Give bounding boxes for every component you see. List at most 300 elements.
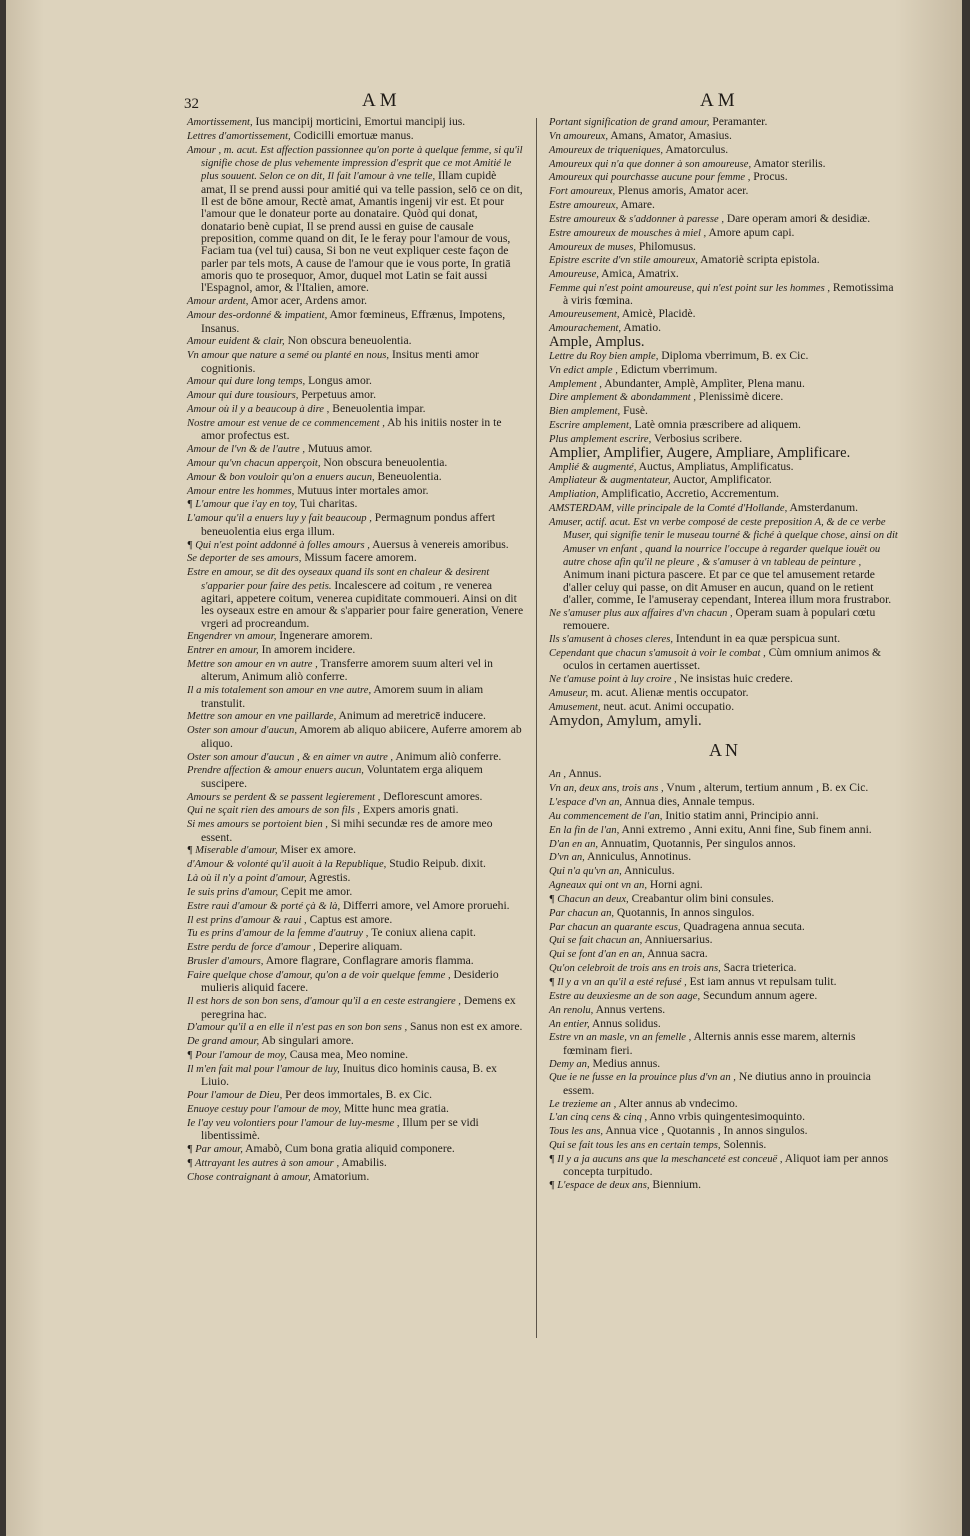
dictionary-entry xyxy=(549,444,901,461)
french-headword: Vn an, deux ans, trois ans , xyxy=(549,783,664,795)
dictionary-entry xyxy=(549,976,901,989)
dictionary-entry xyxy=(549,185,901,198)
latin-gloss: Ample, Amplus. xyxy=(549,334,645,350)
french-headword: Qui se fait tous les ans en certain temps, xyxy=(549,1140,721,1152)
dictionary-entry xyxy=(549,851,901,864)
dictionary-entry xyxy=(187,295,524,308)
dictionary-entry xyxy=(187,130,524,143)
latin-gloss: Captus est amore. xyxy=(306,912,393,926)
latin-gloss: Alternis annis esse marem, alternis fœminam fieri. xyxy=(563,1030,856,1057)
french-headword: Amour entre les hommes, xyxy=(187,485,295,497)
dictionary-entry xyxy=(549,1098,901,1111)
french-headword: Escrire amplement, xyxy=(549,420,632,432)
dictionary-entry xyxy=(187,969,524,995)
latin-gloss: Annus vertens. xyxy=(593,1002,666,1016)
dictionary-entry xyxy=(549,962,901,975)
french-headword: ¶ Pour l'amour de moy, xyxy=(187,1050,287,1062)
french-headword: Amplement , xyxy=(549,378,602,390)
french-headword: Vn amour que nature a semé ou planté en nous, xyxy=(187,350,390,362)
latin-gloss: Demens ex peregrina hac. xyxy=(201,994,516,1021)
french-headword: Lettre du Roy bien ample, xyxy=(549,350,659,362)
latin-gloss: Annua vice , Quotannis , In annos singulos. xyxy=(603,1124,808,1138)
dictionary-entry xyxy=(187,764,524,790)
french-headword: Le trezieme an , xyxy=(549,1098,617,1110)
french-headword: Amusement, xyxy=(549,701,601,713)
french-headword: ¶ L'espace de deux ans, xyxy=(549,1180,650,1192)
latin-gloss: Sacra trieterica. xyxy=(720,961,797,975)
dictionary-entry xyxy=(549,934,901,947)
latin-gloss: Philomusus. xyxy=(636,239,696,253)
french-headword: Estre perdu de force d'amour , xyxy=(187,942,316,954)
french-headword: Ie l'ay veu volontiers pour l'amour de luy-mesme , xyxy=(187,1117,400,1129)
french-headword: Amour , m. acut. Est affection passionnee qu'on porte à quelque femme, si qu'il signifie chose de plus vehemente impression d'esprit que ce mot Amitié le plus souuent. Selon ce on dit, Il fait l'amour à vne telle, xyxy=(187,144,523,183)
dictionary-entry xyxy=(187,684,524,710)
dictionary-entry xyxy=(187,471,524,484)
french-headword: Portant signification de grand amour, xyxy=(549,117,710,128)
latin-gloss: Cùm omnium animos & oculos in certamen auertisset. xyxy=(563,645,882,673)
dictionary-entry xyxy=(549,116,901,129)
french-headword: Tous les ans, xyxy=(549,1126,604,1138)
latin-gloss: Aliquot iam per annos concepta turpitudo. xyxy=(563,1151,889,1179)
french-headword: D'amour qu'il a en elle il n'est pas en son bon sens , xyxy=(187,1022,408,1034)
dictionary-entry xyxy=(187,1035,524,1048)
french-headword: Estre en amour, se dit des oyseaux quand ils sont en chaleur & desirent s'apparier pour faire des petis. xyxy=(187,567,490,592)
dictionary-entry xyxy=(549,241,901,254)
french-headword: Ne t'amuse point à luy croire , xyxy=(549,674,677,686)
french-headword: Amour de l'vn & de l'autre , xyxy=(187,444,306,456)
dictionary-entry xyxy=(549,488,901,501)
french-headword: Amour qu'vn chacun apperçoit, xyxy=(187,457,321,469)
latin-gloss: Latè omnia præscribere ad aliquem. xyxy=(631,418,801,432)
french-headword: Il est prins d'amour & raui , xyxy=(187,914,307,926)
latin-gloss: Vnum , alterum, tertium annum , B. ex Cic. xyxy=(663,781,869,795)
dictionary-entry xyxy=(187,485,524,498)
dictionary-entry xyxy=(549,474,901,487)
french-headword: Ne s'amuser plus aux affaires d'vn chacun , xyxy=(549,607,733,619)
latin-gloss: Ne insistas huic credere. xyxy=(676,672,793,686)
latin-gloss: Remotissima à viris fœmina. xyxy=(563,281,894,308)
dictionary-entry xyxy=(187,710,524,723)
french-headword: Il a mis totalement son amour en vne autre, xyxy=(187,685,372,697)
dictionary-entry xyxy=(187,1171,524,1184)
latin-gloss: Biennium. xyxy=(649,1178,702,1192)
running-head-right: AM xyxy=(700,90,739,111)
section-heading: AN xyxy=(709,739,741,760)
french-headword: Amplié & augmenté, xyxy=(549,461,637,473)
dictionary-entry xyxy=(187,552,524,565)
dictionary-entry xyxy=(549,768,901,781)
french-headword: Amour qui dure long temps, xyxy=(187,376,306,388)
page-number: 32 xyxy=(184,96,199,112)
dictionary-entry xyxy=(549,350,901,363)
french-headword: L'an cinq cens & cinq , xyxy=(549,1112,648,1124)
dictionary-entry xyxy=(187,498,524,511)
latin-gloss: Animum inani pictura pascere. Et par ce que tel amusement retarde d'aller celuy qui passe, on dit Amuser en aucun, quand on le retient d'aller, comme, Ie l'amuseray cependant, Interea illum mora frustrabor. xyxy=(563,568,892,607)
french-headword: Brusler d'amours, xyxy=(187,956,264,968)
dictionary-entry xyxy=(549,391,901,404)
latin-gloss: Inuitus dico hominis causa, B. ex Liuio. xyxy=(201,1061,497,1089)
latin-gloss: Non obscura beneuolentia. xyxy=(284,334,412,348)
french-headword: Dire amplement & abondamment , xyxy=(549,392,697,404)
dictionary-entry xyxy=(187,927,524,940)
dictionary-entry xyxy=(187,886,524,899)
french-headword: Amour & bon vouloir qu'on a enuers aucun, xyxy=(187,471,375,483)
dictionary-entry xyxy=(187,724,524,750)
french-headword: Amour où il y a beaucoup à dire , xyxy=(187,404,330,416)
latin-gloss: Beneuolentia. xyxy=(374,469,442,483)
french-headword: Il m'en fait mal pour l'amour de luy, xyxy=(187,1063,340,1075)
latin-gloss: Operam suam à populari cœtu remouere. xyxy=(563,605,876,633)
dictionary-entry xyxy=(187,658,524,684)
french-headword: Amoureux qui n'a que donner à son amoureuse, xyxy=(549,158,752,170)
latin-gloss: Missum facere amorem. xyxy=(301,551,417,565)
french-headword: Oster son amour d'aucun , & en aimer vn autre , xyxy=(187,751,394,763)
dictionary-entry xyxy=(549,687,901,700)
dictionary-entry xyxy=(549,633,901,646)
dictionary-entry xyxy=(549,824,901,837)
running-head-left: AM xyxy=(362,90,401,111)
latin-gloss: Auersus à venereis amoribus. xyxy=(369,537,509,551)
latin-gloss: Plenus amoris, Amator acer. xyxy=(615,184,749,198)
latin-gloss: Amatorculus. xyxy=(663,142,729,156)
french-headword: Se deporter de ses amours, xyxy=(187,553,302,565)
dictionary-entry xyxy=(549,990,901,1003)
latin-gloss: neut. acut. Animi occupatio. xyxy=(600,699,735,713)
latin-gloss: Perpetuus amor. xyxy=(298,388,377,402)
french-headword: Engendrer vn amour, xyxy=(187,631,277,643)
dictionary-entry xyxy=(549,948,901,961)
dictionary-entry xyxy=(549,199,901,212)
dictionary-entry xyxy=(187,858,524,871)
french-headword: Amoureux de muses, xyxy=(549,241,636,253)
french-headword: Au commencement de l'an, xyxy=(549,810,663,822)
latin-gloss: Secundum annum agere. xyxy=(700,988,818,1002)
french-headword: Si mes amours se portoient bien , xyxy=(187,819,328,831)
french-headword: ¶ Par amour, xyxy=(187,1143,243,1155)
french-headword: Qui se font d'an en an, xyxy=(549,949,645,961)
latin-gloss: Amator sterilis. xyxy=(751,156,826,170)
dictionary-entry xyxy=(187,1143,524,1156)
latin-gloss: Medius annus. xyxy=(589,1056,661,1070)
french-headword: ¶ Miserable d'amour, xyxy=(187,845,278,857)
french-headword: Amour euident & clair, xyxy=(187,336,285,348)
right-column xyxy=(549,116,901,1193)
french-headword: Par chacun an quarante escus, xyxy=(549,921,681,933)
latin-gloss: Amorem suum in aliam transtulit. xyxy=(201,683,484,710)
latin-gloss: Amabilis. xyxy=(339,1155,387,1169)
french-headword: Amuser, actif. acut. Est vn verbe composé de ceste preposition A, & de ce verbe Muser, qui signifie tenir le museau tourné & fiché à quelque chose, ainsi on dit Amuser vn enfant , quand la nourrice l'occupe à regarder quelque iouët ou autre chose afin qu'il ne pleure , & s'amuser à vn tableau de peinture , xyxy=(549,516,898,568)
french-headword: AMSTERDAM, ville principale de la Comté d'Hollande, xyxy=(549,503,788,515)
dictionary-entry xyxy=(549,1179,901,1192)
latin-gloss: Dare operam amori & desidiæ. xyxy=(723,211,871,225)
latin-gloss: Amplier, Amplifier, Augere, Ampliare, Amplificare. xyxy=(549,444,851,461)
latin-gloss: Auctus, Ampliatus, Amplificatus. xyxy=(636,459,794,473)
dictionary-entry xyxy=(549,405,901,418)
dictionary-entry xyxy=(187,1049,524,1062)
dictionary-entry xyxy=(549,796,901,809)
latin-gloss: Insitus menti amor cognitionis. xyxy=(201,348,479,375)
french-headword: Qui se fait chacun an, xyxy=(549,935,643,947)
latin-gloss: Mutuus amor. xyxy=(305,442,373,456)
latin-gloss: Alter annus ab vndecimo. xyxy=(616,1096,738,1110)
dictionary-entry xyxy=(549,647,901,673)
french-headword: An renolu, xyxy=(549,1004,594,1016)
french-headword: Lettres d'amortissement, xyxy=(187,130,291,142)
french-headword: d'Amour & volonté qu'il auoit à la Republique, xyxy=(187,859,387,871)
french-headword: Amoureuse, xyxy=(549,269,599,281)
latin-gloss: Amor acer, Ardens amor. xyxy=(248,294,368,308)
french-headword: Estre amoureux de mousches à miel , xyxy=(549,227,707,239)
dictionary-entry xyxy=(549,1153,901,1179)
dictionary-entry xyxy=(549,171,901,184)
latin-gloss: In amorem incidere. xyxy=(258,643,356,657)
dictionary-entry xyxy=(549,782,901,795)
french-headword: Entrer en amour, xyxy=(187,645,259,657)
latin-gloss: Est iam annus vt repulsam tulit. xyxy=(686,974,837,988)
dictionary-entry xyxy=(549,712,901,729)
french-headword: Ampliation, xyxy=(549,489,599,501)
french-headword: Epistre escrite d'vn stile amoureux, xyxy=(549,255,698,267)
latin-gloss: Beneuolentia impar. xyxy=(329,402,426,416)
latin-gloss: Deflorescunt amores. xyxy=(380,789,483,803)
french-headword: Bien amplement, xyxy=(549,406,621,418)
dictionary-entry xyxy=(187,375,524,388)
latin-gloss: Amans, Amator, Amasius. xyxy=(608,128,732,142)
dictionary-entry xyxy=(187,116,524,129)
french-headword: Nostre amour est venue de ce commencement , xyxy=(187,417,385,429)
latin-gloss: Deperire aliquam. xyxy=(315,940,403,954)
latin-gloss: Quadragena annua secuta. xyxy=(680,919,805,933)
latin-gloss: Anniuersarius. xyxy=(642,933,713,947)
dictionary-entry xyxy=(187,443,524,456)
dictionary-entry xyxy=(187,539,524,552)
french-headword: Amour des-ordonné & impatient, xyxy=(187,310,328,322)
latin-gloss: Anniculus, Annotinus. xyxy=(584,850,692,864)
latin-gloss: Ab singulari amore. xyxy=(259,1034,354,1048)
latin-gloss: Transferre amorem suum alteri vel in alterum, Animum aliò conferre. xyxy=(201,657,493,684)
latin-gloss: Amore apum capi. xyxy=(706,225,795,239)
latin-gloss: Ius mancipij morticini, Emortui mancipij ius. xyxy=(252,115,466,128)
french-headword: Demy an, xyxy=(549,1058,590,1070)
dictionary-entry xyxy=(549,607,901,633)
latin-gloss: Plenissimè dicere. xyxy=(696,390,784,404)
dictionary-entry xyxy=(187,1089,524,1102)
latin-gloss: Anni extremo , Anni exitu, Anni fine, Sub finem anni. xyxy=(619,822,872,836)
french-headword: En la fin de l'an, xyxy=(549,824,620,836)
latin-gloss: Desiderio mulieris aliquid facere. xyxy=(201,968,499,995)
dictionary-entry xyxy=(549,1058,901,1071)
dictionary-entry xyxy=(549,308,901,321)
dictionary-entry xyxy=(187,389,524,402)
dictionary-entry xyxy=(187,872,524,885)
french-headword: ¶ Chacun an deux, xyxy=(549,893,629,905)
latin-gloss: Initio statim anni, Principio anni. xyxy=(662,808,819,822)
latin-gloss: Illum per se vidi libentissimè. xyxy=(201,1115,479,1143)
french-headword: ¶ Attrayant les autres à son amour , xyxy=(187,1157,340,1169)
french-headword: ¶ Il y a vn an qu'il a esté refusé , xyxy=(549,976,687,988)
french-headword: ¶ Il y a ja aucuns ans que la meschanceté est conceuë , xyxy=(549,1153,783,1165)
french-headword: Estre vn an masle, vn an femelle , xyxy=(549,1032,692,1044)
dictionary-entry xyxy=(187,1021,524,1034)
dictionary-entry xyxy=(187,995,524,1021)
dictionary-entry xyxy=(549,268,901,281)
dictionary-entry xyxy=(187,1117,524,1143)
french-headword: Vn edict ample , xyxy=(549,364,618,376)
french-headword: Là où il n'y a point d'amour, xyxy=(187,873,307,885)
dictionary-entry xyxy=(187,804,524,817)
dictionary-entry xyxy=(187,644,524,657)
dictionary-entry xyxy=(187,349,524,375)
dictionary-entry xyxy=(549,378,901,391)
latin-gloss: Amica, Amatrix. xyxy=(598,267,679,281)
dictionary-entry xyxy=(187,1103,524,1116)
latin-gloss: Mitte hunc mea gratia. xyxy=(341,1101,449,1115)
dictionary-entry xyxy=(549,130,901,143)
dictionary-entry xyxy=(549,1139,901,1152)
french-headword: An entier, xyxy=(549,1018,590,1030)
dictionary-entry xyxy=(549,879,901,892)
left-column xyxy=(187,116,524,1185)
dictionary-entry xyxy=(549,502,901,515)
latin-gloss: Quotannis, In annos singulos. xyxy=(614,905,755,919)
latin-gloss: Annus solidus. xyxy=(589,1016,661,1030)
french-headword: Estre raui d'amour & porté çà & là, xyxy=(187,900,341,912)
french-headword: Amours se perdent & se passent legierement , xyxy=(187,791,381,803)
french-headword: Agneaux qui ont vn an, xyxy=(549,880,647,892)
french-headword: Estre amoureux & s'addonner à paresse , xyxy=(549,213,724,225)
dictionary-entry xyxy=(187,900,524,913)
latin-gloss: Verbosius scribere. xyxy=(651,431,743,445)
french-headword: De grand amour, xyxy=(187,1036,260,1048)
french-headword: Enuoye cestuy pour l'amour de moy, xyxy=(187,1103,342,1115)
latin-gloss: Peramanter. xyxy=(709,115,768,128)
latin-gloss: Permagnum pondus affert beneuolentia eius erga illum. xyxy=(201,511,496,538)
french-headword: Ampliateur & augmentateur, xyxy=(549,475,671,487)
latin-gloss: Annus. xyxy=(566,767,602,781)
french-headword: Amour qui dure tousiours, xyxy=(187,390,299,402)
latin-gloss: Voluntatem erga aliquem suscipere. xyxy=(201,763,483,790)
latin-gloss: Annuatim, Quotannis, Per singulos annos. xyxy=(598,836,796,850)
french-headword: Vn amoureux, xyxy=(549,130,609,142)
dictionary-entry xyxy=(187,144,524,295)
right-column-an-entries xyxy=(549,768,901,1192)
french-headword: Que ie ne fusse en la prouince plus d'vn an , xyxy=(549,1072,736,1084)
latin-gloss: Amare. xyxy=(618,198,655,212)
latin-gloss: Intendunt in ea quæ perspicua sunt. xyxy=(672,632,841,646)
latin-gloss: Longus amor. xyxy=(305,374,372,388)
dictionary-entry xyxy=(549,1125,901,1138)
latin-gloss: Per deos immortales, B. ex Cic. xyxy=(282,1088,432,1102)
dictionary-entry xyxy=(549,144,901,157)
french-headword: Ils s'amusent à choses cleres, xyxy=(549,634,673,646)
dictionary-entry xyxy=(549,516,901,606)
french-headword: An , xyxy=(549,769,567,781)
french-headword: Estre au deuxiesme an de son aage, xyxy=(549,990,701,1002)
french-headword: L'amour qu'il a enuers luy y fait beaucoup , xyxy=(187,513,372,525)
french-headword: Prendre affection & amour enuers aucun, xyxy=(187,765,364,777)
dictionary-entry xyxy=(187,417,524,443)
latin-gloss: Tui charitas. xyxy=(297,497,358,511)
french-headword: Faire quelque chose d'amour, qu'on a de voir quelque femme , xyxy=(187,970,451,981)
latin-gloss: Anniculus. xyxy=(621,864,675,878)
latin-gloss: Differri amore, vel Amore proruehi. xyxy=(340,898,510,912)
french-headword: Amoureux qui pourchasse aucune pour femme , xyxy=(549,172,751,184)
latin-gloss: Miser ex amore. xyxy=(277,843,357,857)
latin-gloss: Horni agni. xyxy=(646,878,703,892)
latin-gloss: Animum ad meretricē inducere. xyxy=(336,709,486,723)
dictionary-entry xyxy=(549,1071,901,1097)
latin-gloss: Causa mea, Meo nomine. xyxy=(286,1048,408,1062)
latin-gloss: Animum aliò conferre. xyxy=(393,749,502,763)
dictionary-entry xyxy=(187,791,524,804)
latin-gloss: Codicilli emortuæ manus. xyxy=(290,128,414,142)
french-headword: Qu'on celebroit de trois ans en trois ans, xyxy=(549,963,721,975)
latin-gloss: Ab his initiis noster in te amor profectus est. xyxy=(201,415,502,443)
french-headword: Qui n'a qu'vn an, xyxy=(549,866,622,878)
latin-gloss: Incalescere ad coitum , re venerea agitari, appetere coitum, venerea cupiditate commoueri. Ainsi on dit les oyseaux estre en amour & s'apparier pour faire generation, Venere vrgeri ad procreandum. xyxy=(201,578,524,630)
french-headword: Amoureusement, xyxy=(549,309,620,321)
french-headword: Amuseur, xyxy=(549,687,589,699)
latin-gloss: m. acut. Alienæ mentis occupator. xyxy=(588,685,749,699)
latin-gloss: Amplificatio, Accretio, Accrementum. xyxy=(598,487,780,501)
latin-gloss: Solennis. xyxy=(720,1138,767,1152)
dictionary-entry xyxy=(549,907,901,920)
latin-gloss: Annua sacra. xyxy=(644,947,708,961)
dictionary-entry xyxy=(549,810,901,823)
dictionary-entry xyxy=(187,1063,524,1089)
latin-gloss: Mutuus inter mortales amor. xyxy=(294,483,429,497)
latin-gloss: Amor fœmineus, Effrænus, Impotens, Insanus. xyxy=(201,308,506,335)
dictionary-entry xyxy=(549,1111,901,1124)
french-headword: Qui ne sçait rien des amours de son fils , xyxy=(187,805,361,817)
dictionary-entry xyxy=(549,461,901,474)
latin-gloss: Amatoriè scripta epistola. xyxy=(697,253,820,267)
french-headword: L'espace d'vn an, xyxy=(549,797,623,808)
latin-gloss: Amatio. xyxy=(621,321,662,335)
latin-gloss: Amabò, Cum bona gratia aliquid componere. xyxy=(242,1141,455,1155)
dictionary-entry xyxy=(549,1004,901,1017)
french-headword: Oster son amour d'aucun, xyxy=(187,725,297,737)
french-headword: Cependant que chacun s'amusoit à voir le combat , xyxy=(549,647,766,659)
dictionary-entry xyxy=(549,158,901,171)
french-headword: Femme qui n'est point amoureuse, qui n'est point sur les hommes , xyxy=(549,283,831,295)
french-headword: Par chacun an, xyxy=(549,907,615,919)
dictionary-entry xyxy=(187,955,524,968)
latin-gloss: Procus. xyxy=(750,170,788,184)
dictionary-entry xyxy=(549,282,901,308)
column-divider xyxy=(536,118,537,1338)
french-headword: Plus amplement escrire, xyxy=(549,433,652,445)
latin-gloss: Expers amoris gnati. xyxy=(360,803,459,817)
french-headword: Tu es prins d'amour de la femme d'autruy , xyxy=(187,928,369,940)
latin-gloss: Cepit me amor. xyxy=(278,884,353,898)
dictionary-entry xyxy=(549,419,901,432)
latin-gloss: Creabantur olim bini consules. xyxy=(628,891,774,905)
french-headword: Amortissement, xyxy=(187,117,253,128)
dictionary-entry xyxy=(187,818,524,844)
french-headword: Ie suis prins d'amour, xyxy=(187,886,279,898)
french-headword: ¶ L'amour que i'ay en toy, xyxy=(187,499,298,511)
french-headword: Chose contraignant à amour, xyxy=(187,1171,311,1183)
latin-gloss: Ingenerare amorem. xyxy=(276,629,373,643)
dictionary-entry xyxy=(187,566,524,630)
dictionary-entry xyxy=(549,213,901,226)
dictionary-entry xyxy=(549,254,901,267)
latin-gloss: Annua dies, Annale tempus. xyxy=(622,795,755,808)
latin-gloss: Amsterdanum. xyxy=(787,501,859,515)
dictionary-entry xyxy=(549,838,901,851)
latin-gloss: Auctor, Amplificator. xyxy=(670,473,772,487)
